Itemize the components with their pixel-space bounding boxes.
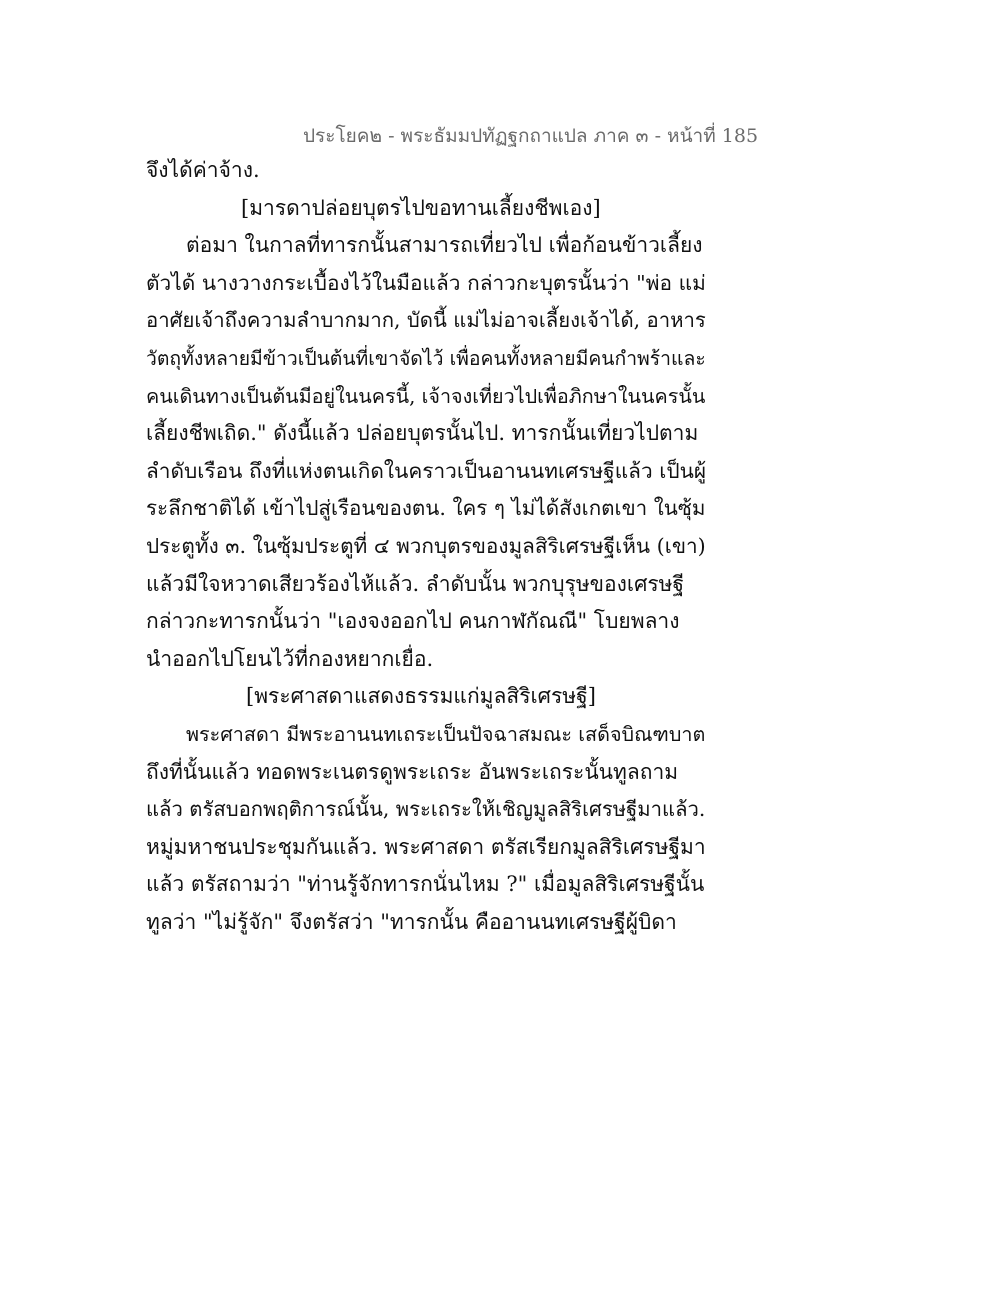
text-line: ระลึกชาติได้ เข้าไปสู่เรือนของตน. ใคร ๆ ไม่ได้สังเกตเขา ในซุ้ม (146, 496, 706, 521)
text-line: แล้ว ตรัสบอกพฤติการณ์นั้น, พระเถระให้เชิญมูลสิริเศรษฐีมาแล้ว. (146, 797, 706, 822)
text-line: ถึงที่นั้นแล้ว ทอดพระเนตรดูพระเถระ อันพระเถระนั้นทูลถาม (146, 759, 679, 784)
text-line: คนเดินทางเป็นต้นมีอยู่ในนครนี้, เจ้าจงเที่ยวไปเพื่อภิกษาในนครนั้น (146, 384, 706, 408)
text-line: นำออกไปโยนไว้ที่กองหยากเยื่อ. (146, 646, 434, 671)
text-line: แล้ว ตรัสถามว่า "ท่านรู้จักทารกนั่นไหม ?" เมื่อมูลสิริเศรษฐีนั้น (146, 872, 705, 897)
text-line: ต่อมา ในกาลที่ทารกนั้นสามารถเที่ยวไป เพื่อก้อนข้าวเลี้ยง (186, 233, 703, 258)
running-header-text: ประโยค๒ - พระธัมมปทัฏฐกถาแปล ภาค ๓ - หน้าที่ 185 (303, 125, 759, 147)
text-line: อาศัยเจ้าถึงความลำบากมาก, บัดนี้ แม่ไม่อาจเลี้ยงเจ้าได้, อาหาร (146, 308, 706, 333)
text-line: แล้วมีใจหวาดเสียวร้องไห้แล้ว. ลำดับนั้น พวกบุรุษของเศรษฐี (146, 571, 685, 596)
text-line: ตัวได้ นางวางกระเบื้องไว้ในมือแล้ว กล่าวกะบุตรนั้นว่า "พ่อ แม่ (146, 270, 706, 295)
text-line: จึงได้ค่าจ้าง. (146, 158, 260, 182)
text-line: พระศาสดา มีพระอานนทเถระเป็นปัจฉาสมณะ เสด็จบิณฑบาต (186, 722, 706, 746)
text-line: ลำดับเรือน ถึงที่แห่งตนเกิดในคราวเป็นอานนทเศรษฐีแล้ว เป็นผู้ (146, 458, 707, 483)
body-text (146, 152, 706, 941)
text-line: ทูลว่า "ไม่รู้จัก" จึงตรัสว่า "ทารกนั้น คืออานนทเศรษฐีผู้บิดา (146, 909, 677, 934)
text-line: ประตูทั้ง ๓. ในซุ้มประตูที่ ๔ พวกบุตรของมูลสิริเศรษฐีเห็น (เขา) (146, 533, 706, 558)
text-line: เลี้ยงชีพเถิด." ดังนี้แล้ว ปล่อยบุตรนั้นไป. ทารกนั้นเที่ยวไปตาม (146, 421, 699, 446)
section-heading: [มารดาปล่อยบุตรไปขอทานเลี้ยงชีพเอง] (241, 195, 601, 220)
text-line: วัตถุทั้งหลายมีข้าวเป็นต้นที่เขาจัดไว้ เพื่อคนทั้งหลายมีคนกำพร้าและ (146, 346, 706, 370)
text-line: หมู่มหาชนประชุมกันแล้ว. พระศาสดา ตรัสเรียกมูลสิริเศรษฐีมา (146, 834, 706, 859)
text-line: กล่าวกะทารกนั้นว่า "เองจงออกไป คนกาฬกัณณี" โบยพลาง (146, 609, 680, 634)
section-heading: [พระศาสดาแสดงธรรมแก่มูลสิริเศรษฐี] (246, 684, 596, 709)
